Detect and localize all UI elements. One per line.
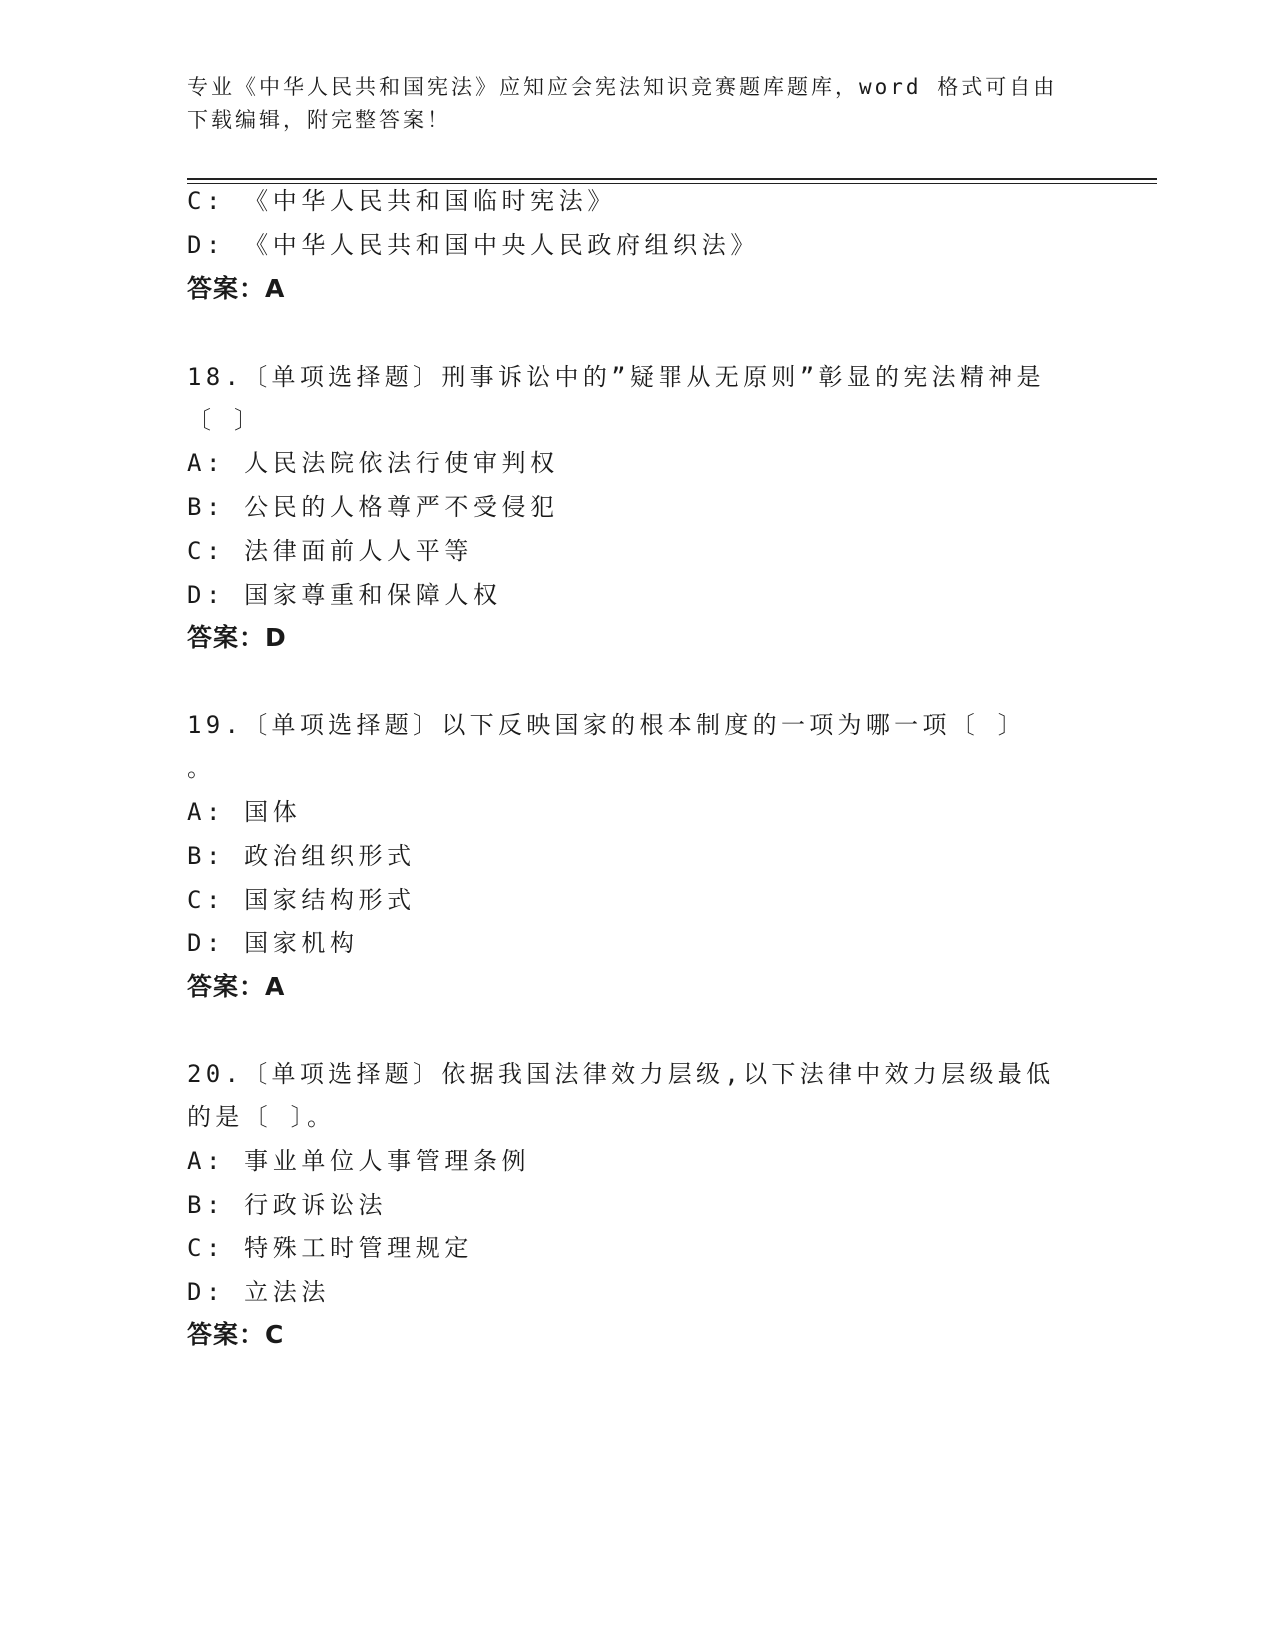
q20-option-d: D: 立法法 [187,1278,330,1306]
q19-option-d: D: 国家机构 [187,929,359,957]
q20-answer: 答案：C [187,1320,285,1349]
q20-stem-line-2: 的是〔 〕。 [187,1103,336,1131]
q18-stem-line-1: 18.〔单项选择题〕刑事诉讼中的”疑罪从无原则”彰显的宪法精神是 [187,363,1045,391]
q19-option-b: B: 政治组织形式 [187,842,416,870]
q20-option-b: B: 行政诉讼法 [187,1191,388,1219]
header-line-1: 专业《中华人民共和国宪法》应知应会宪法知识竞赛题库题库，word 格式可自由 [187,75,1058,99]
q20-option-c: C: 特殊工时管理规定 [187,1234,473,1262]
q18-option-a: A: 人民法院依法行使审判权 [187,449,559,477]
q19-answer: 答案：A [187,972,286,1001]
q17-option-d: D: 《中华人民共和国中央人民政府组织法》 [187,231,759,259]
q19-option-c: C: 国家结构形式 [187,886,416,914]
q19-option-a: A: 国体 [187,798,302,826]
header-divider-thick [187,178,1157,180]
q18-option-b: B: 公民的人格尊严不受侵犯 [187,493,559,521]
q17-answer: 答案：A [187,274,286,303]
header-line-2: 下载编辑，附完整答案！ [187,108,451,132]
header-divider-thin [187,183,1157,184]
q20-option-a: A: 事业单位人事管理条例 [187,1147,531,1175]
q18-answer: 答案：D [187,623,287,652]
q18-option-c: C: 法律面前人人平等 [187,537,473,565]
document-header [187,71,1087,137]
q17-option-c: C: 《中华人民共和国临时宪法》 [187,187,616,215]
q18-stem-line-2: 〔 〕 [187,406,263,434]
q20-stem-line-1: 20.〔单项选择题〕依据我国法律效力层级,以下法律中效力层级最低 [187,1060,1055,1088]
q18-option-d: D: 国家尊重和保障人权 [187,581,502,609]
q19-stem-line-1: 19.〔单项选择题〕以下反映国家的根本制度的一项为哪一项〔 〕 [187,711,1027,739]
q19-stem-line-2: 。 [187,754,216,782]
